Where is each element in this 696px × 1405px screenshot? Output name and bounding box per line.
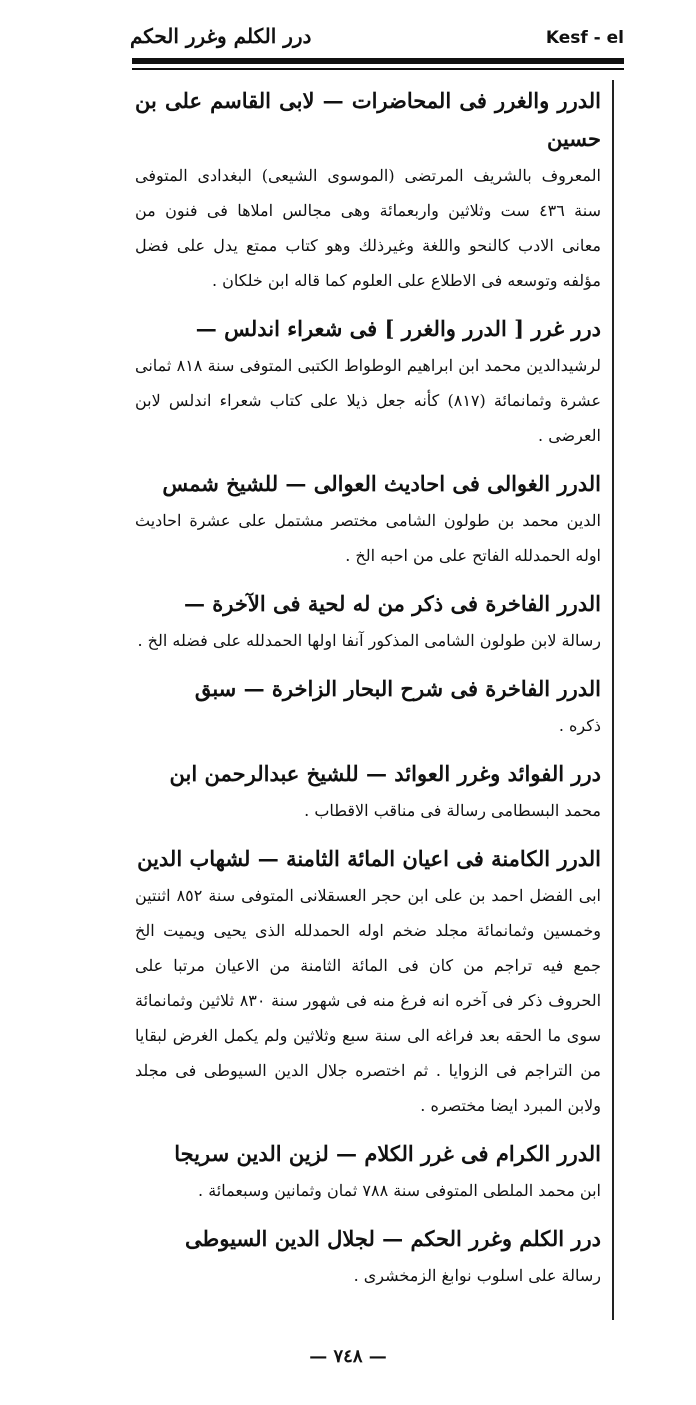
entry-title: الدرر الكامنة فى اعيان المائة الثامنة — لشهاب الدين [137,846,601,871]
entry-body: رسالة لابن طولون الشامى المذكور آنفا اولها الحمدلله على فضله الخ . [137,631,601,650]
margin-rule [612,80,614,1320]
entry-title: درر الكلم وغرر الحكم — لجلال الدين السيوطى [185,1226,601,1251]
header-rule-thick [132,58,624,64]
entry-title: الدرر والغرر فى المحاضرات — لابى القاسم على بن حسين [135,88,601,151]
entry [135,755,601,828]
entry [135,1220,601,1293]
entry-title: الدرر الكرام فى غرر الكلام — لزين الدين سريجا [174,1141,601,1166]
entry-body: المعروف بالشريف المرتضى (الموسوى الشيعى) البغدادى المتوفى سنة ٤٣٦ ست وثلاثين واربعمائة وهى مجالس املاها فى فنون من معانى الادب كالنحو واللغة وغيرذلك وهو كتاب ممتع يدل على فضل مؤلفه وتوسعه فى الاطلاع على العلوم كما قاله ابن خلكان . [135,166,601,290]
header-rule-thin [132,68,624,70]
entries-column [135,82,601,1305]
entry [135,670,601,743]
entry-body: ذكره . [558,716,601,735]
entry-body: ابى الفضل احمد بن على ابن حجر العسقلانى المتوفى سنة ٨٥٢ اثنتين وخمسين وثمانمائة مجلد ضخم اوله الحمدلله الذى يحيى ويميت الخ جمع فيه تراجم من كان فى المائة الثامنة من الاعيان مرتبا على الحروف ذكر فى آخره انه فرغ منه فى شهور سنة ٨٣٠ ثلاثين وثمانمائة سوى ما الحقه بعد فراغه الى سنة سبع وثلاثين ولم يكمل الغرض لبقايا من التراجم فى الزوايا . ثم اختصره جلال الدين السيوطى فى مجلد ولابن المبرد ايضا مختصره . [135,886,602,1115]
entry [135,465,601,573]
entry [135,585,601,658]
entry-title: درر غرر [ الدرر والغرر ] فى شعراء اندلس — [195,316,601,341]
running-title: درر الكلم وغرر الحكم [130,24,312,48]
entry-body: الدين محمد بن طولون الشامى مختصر مشتمل على عشرة احاديث اوله الحمدلله الفاتح على من احبه الخ . [135,511,601,565]
entry-title: الدرر الفاخرة فى شرح البحار الزاخرة — سبق [194,676,601,701]
entry-title: الدرر الفاخرة فى ذكر من له لحية فى الآخرة — [183,591,601,616]
entry [135,1135,601,1208]
running-head-latin: Kesf - el [545,28,624,48]
entry-title: درر الفوائد وغرر العوائد — للشيخ عبدالرحمن ابن [169,761,601,786]
entry-body: لرشيدالدين محمد ابن ابراهيم الوطواط الكتبى المتوفى سنة ٨١٨ ثمانى عشرة وثمانمائة (٨١٧) كأنه جعل ذيلا على كتاب شعراء اندلس لابن العرضى . [135,356,602,445]
entry [135,840,601,1123]
entry [135,82,601,298]
page-number: — ٧٤٨ — [309,1346,387,1367]
entry-body: رسالة على اسلوب نوابغ الزمخشرى . [353,1266,601,1285]
entry-body: محمد البسطامى رسالة فى مناقب الاقطاب . [304,801,601,820]
entry-title: الدرر الغوالى فى احاديث العوالى — للشيخ شمس [162,471,601,496]
page-header [130,18,624,58]
entry [135,310,601,453]
entry-body: ابن محمد الملطى المتوفى سنة ٧٨٨ ثمان وثمانين وسبعمائة . [198,1181,601,1200]
